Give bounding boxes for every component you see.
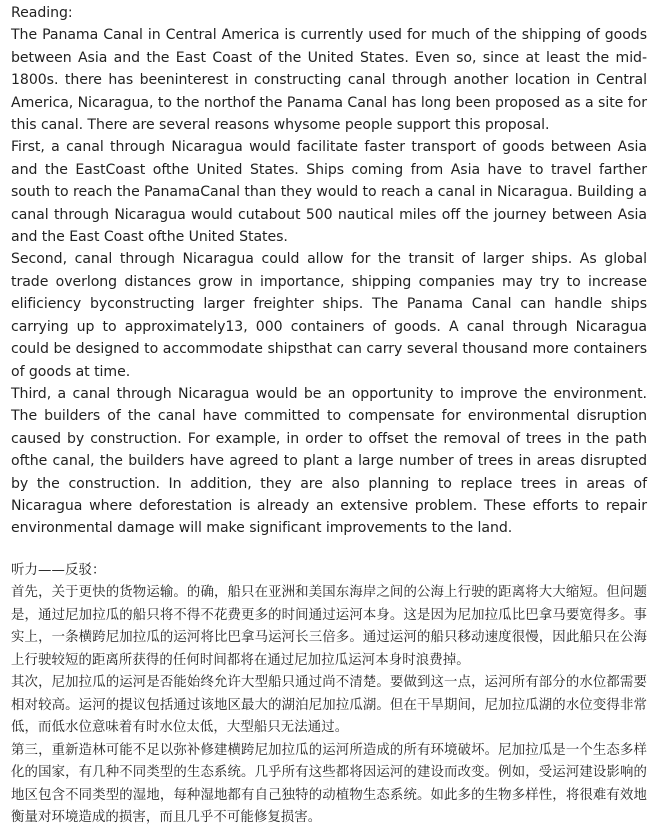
listening-paragraph-third: 第三，重新造林可能不足以弥补修建横跨尼加拉瓜的运河所造成的所有环境破坏。尼加拉瓜是一个生态多样化的国家，有几种不同类型的生态系统。几乎所有这些都将因运河的建设而改变。例如，受运河建设影响的地区包含不同类型的湿地，每种湿地都有自己独特的动植物生态系统。如此多的生物多样性，将很难有效地衡量对环境造成的损害，而且几乎不可能修复损害。: [11, 742, 647, 826]
listening-paragraph-first: 首先，关于更快的货物运输。的确，船只在亚洲和美国东海岸之间的公海上行驶的距离将大大缩短。但问题是，通过尼加拉瓜的船只将不得不花费更多的时间通过运河本身。这是因为尼加拉瓜比巴拿马要宽得多。事实上，一条横跨尼加拉瓜的运河将比巴拿马运河长三倍多。通过运河的船只移动速度很慢，因此船只在公海上行驶较短的距离所获得的任何时间都将在通过尼加拉瓜运河本身时浪费掉。: [11, 585, 647, 668]
listening-heading: 听力——反驳：: [11, 562, 106, 578]
section-spacer: [11, 540, 647, 560]
listening-section: [11, 560, 647, 830]
reading-paragraph-second: Second, canal through Nicaragua could allow for the transit of larger ships. As global trade overlong distances grow in importance, shipping companies may try to increase elificiency byconstructing larger freighter ships. The Panama Canal can handle ships carrying up to approximately13, 000 containers of goods. A canal through Nicaragua could be designed to accommodate shipsthat can carry several thousand more containers of goods at time.: [11, 251, 647, 380]
reading-heading: Reading:: [11, 5, 73, 21]
reading-section: [11, 2, 647, 540]
reading-paragraph-third: Third, a canal through Nicaragua would be an opportunity to improve the environment. The builders of the canal have committed to compensate for environmental disruption caused by construction. For example, in order to offset the removal of trees in the path ofthe canal, the builders have agreed to plant a large number of trees in areas disrupted by the construction. In addition, they are also planning to replace trees in areas of Nicaragua where deforestation is already an extensive problem. These efforts to repair environmental damage will make significant improvements to the land.: [11, 385, 647, 537]
listening-paragraph-second: 其次，尼加拉瓜的运河是否能始终允许大型船只通过尚不清楚。要做到这一点，运河所有部分的水位都需要相对较高。运河的提议包括通过该地区最大的湖泊尼加拉瓜湖。但在干旱期间，尼加拉瓜湖的水位变得非常低，而低水位意味着有时水位太低，大型船只无法通过。: [11, 675, 647, 736]
reading-paragraph-first: First, a canal through Nicaragua would facilitate faster transport of goods between Asia and the EastCoast ofthe United States. Ships coming from Asia have to travel farther south to reach the PanamaCanal than they would to reach a canal in Nicaragua. Building a canal through Nicaragua would cutabout 500 nautical miles off the journey between Asia and the East Coast ofthe United States.: [11, 139, 647, 246]
reading-paragraph-intro: The Panama Canal in Central America is currently used for much of the shipping of goods between Asia and the East Coast of the United States. Even so, since at least the mid-1800s. there has beeninterest in constructing canal through another location in Central America, Nicaragua, to the northof the Panama Canal has long been proposed as a site for this canal. There are several reasons whysome people support this proposal.: [11, 27, 647, 134]
